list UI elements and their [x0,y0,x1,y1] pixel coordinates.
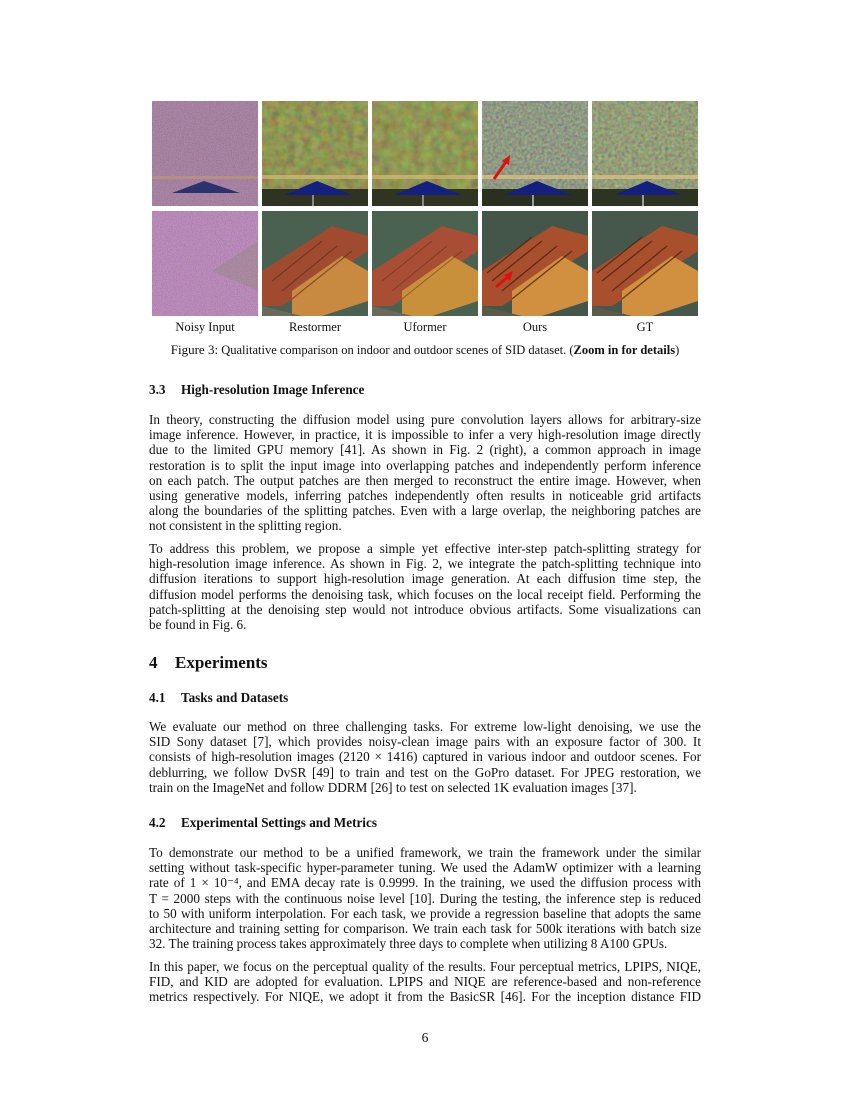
text-line: deblurring, we follow DvSR [49] to train and test on the GoPro dataset. For JPEG restoration, we [149,764,701,780]
text-line: to 50 with uniform interpolation. For each task, we provide a regression baseline that adopts the same [149,905,701,921]
text-line: diffusion iterations to support high-resolution image generation. At each diffusion time step, the [149,571,701,587]
image-noisy-indoor [152,211,258,316]
text-line: on each patch. The output patches are then merged to reconstruct the entire image. However, when [149,472,701,488]
text-line: To address this problem, we propose a simple yet effective inter-step patch-splitting strategy for [149,541,701,556]
paragraph-2 [149,541,701,632]
image-gt-indoor [592,211,698,316]
column-label: Ours [522,320,548,334]
section-title: Experimental Settings and Metrics [181,815,377,830]
section-heading-4 [149,653,268,673]
text-line: metrics respectively. For NIQE, we adopt it from the BasicSR [46]. For the inception distance FID [149,989,701,1005]
figure-3-grid [152,101,698,318]
image-uformer-outdoor [372,101,478,206]
text-line: SID Sony dataset [7], which provides noisy-clean image pairs with an exposure factor of 300. It [149,734,701,750]
image-restormer-indoor [262,211,368,316]
text-line: not consistent in the splitting region. [149,518,342,534]
image-uformer-indoor [372,211,478,316]
caption-label: Figure 3: [170,342,219,357]
section-title: High-resolution Image Inference [181,382,365,397]
paragraph-5 [149,959,701,1005]
figure-caption [152,342,698,358]
text-line: In this paper, we focus on the perceptual quality of the results. Four perceptual metrics, LPIPS, NIQE, [149,959,701,974]
text-line: architecture and training setting for comparison. We train each task for 500k iterations with batch size [149,921,701,937]
section-number: 4 [149,653,158,672]
image-ours-indoor [482,211,588,316]
text-line: restoration is to split the input image into overlapping patches and independently perform inference [149,457,701,473]
text-line: To demonstrate our method to be a unified framework, we train the framework under the similar [149,845,701,860]
text-line: T = 2000 steps with the continuous noise level [10]. During the testing, the inference step is reduced [149,890,701,906]
text-line: setting without task-specific hyper-parameter tuning. We used the AdamW optimizer with a learning [149,860,701,876]
section-number: 4.1 [149,690,166,705]
section-title: Tasks and Datasets [181,690,289,705]
section-heading-4-1 [149,690,288,706]
section-title: Experiments [175,653,268,672]
text-line: patch-splitting at the denoising step would not introduce obvious artifacts. Some visualizations can [149,601,701,617]
text-line: using generative models, inferring patches independently often results in noticeable grid artifacts [149,488,701,504]
text-line: image inference. However, in practice, it is impossible to infer a very high-resolution image directly [149,427,701,443]
caption-text: Qualitative comparison on indoor and outdoor scenes of SID dataset. ( [221,343,574,357]
text-line: along the boundaries of the splitting patches. Even with a large overlap, the neighboring patches are [149,503,701,519]
text-line: consists of high-resolution images (2120 × 1416) captured in various indoor and outdoor scenes. For [149,749,701,765]
caption-bold: Zoom in for details [573,343,676,357]
image-restormer-outdoor [262,101,368,206]
caption-end: ) [675,343,680,357]
page-number: 6 [421,1030,429,1045]
text-line: high-resolution image inference. As shown in Fig. 2, we integrate the patch-splitting technique into [149,556,701,572]
image-ours-outdoor [482,101,588,206]
text-line: In theory, constructing the diffusion model using pure convolution layers allows for arbitrary-size [149,412,701,427]
section-number: 4.2 [149,815,166,830]
section-heading-4-2 [149,815,377,831]
text-line: train on the ImageNet and follow DDRM [26] to test on selected 1K evaluation images [37]. [149,779,637,795]
text-line: due to the limited GPU memory [41]. As shown in Fig. 2 (right), a common approach in image [149,442,701,458]
text-line: 32. The training process takes approximately three days to complete when utilizing 8 A100 GPUs. [149,936,668,952]
image-gt-outdoor [592,101,698,206]
paragraph-1 [149,412,701,534]
section-heading-3-3 [149,382,364,398]
text-line: diffusion model performs the denoising task, which focuses on the local receipt field. Performing the [149,586,701,602]
paragraph-3 [149,719,701,795]
column-label: GT [636,320,654,334]
column-label: Noisy Input [175,320,235,334]
paragraph-4 [149,845,701,951]
column-label: Uformer [403,320,447,334]
text-line: We evaluate our method on three challenging tasks. For extreme low-light denoising, we use the [149,719,701,734]
image-noisy-outdoor [152,101,258,206]
text-line: be found in Fig. 6. [149,617,247,633]
column-label: Restormer [288,320,342,334]
section-number: 3.3 [149,382,166,397]
figure-column-labels [152,320,698,336]
text-line: FID, and KID are adopted for evaluation. LPIPS and NIQE are reference-based and non-reference [149,974,701,990]
text-line: rate of 1 × 10⁻⁴, and EMA decay rate is 0.9999. In the training, we used the diffusion process with [149,875,701,891]
